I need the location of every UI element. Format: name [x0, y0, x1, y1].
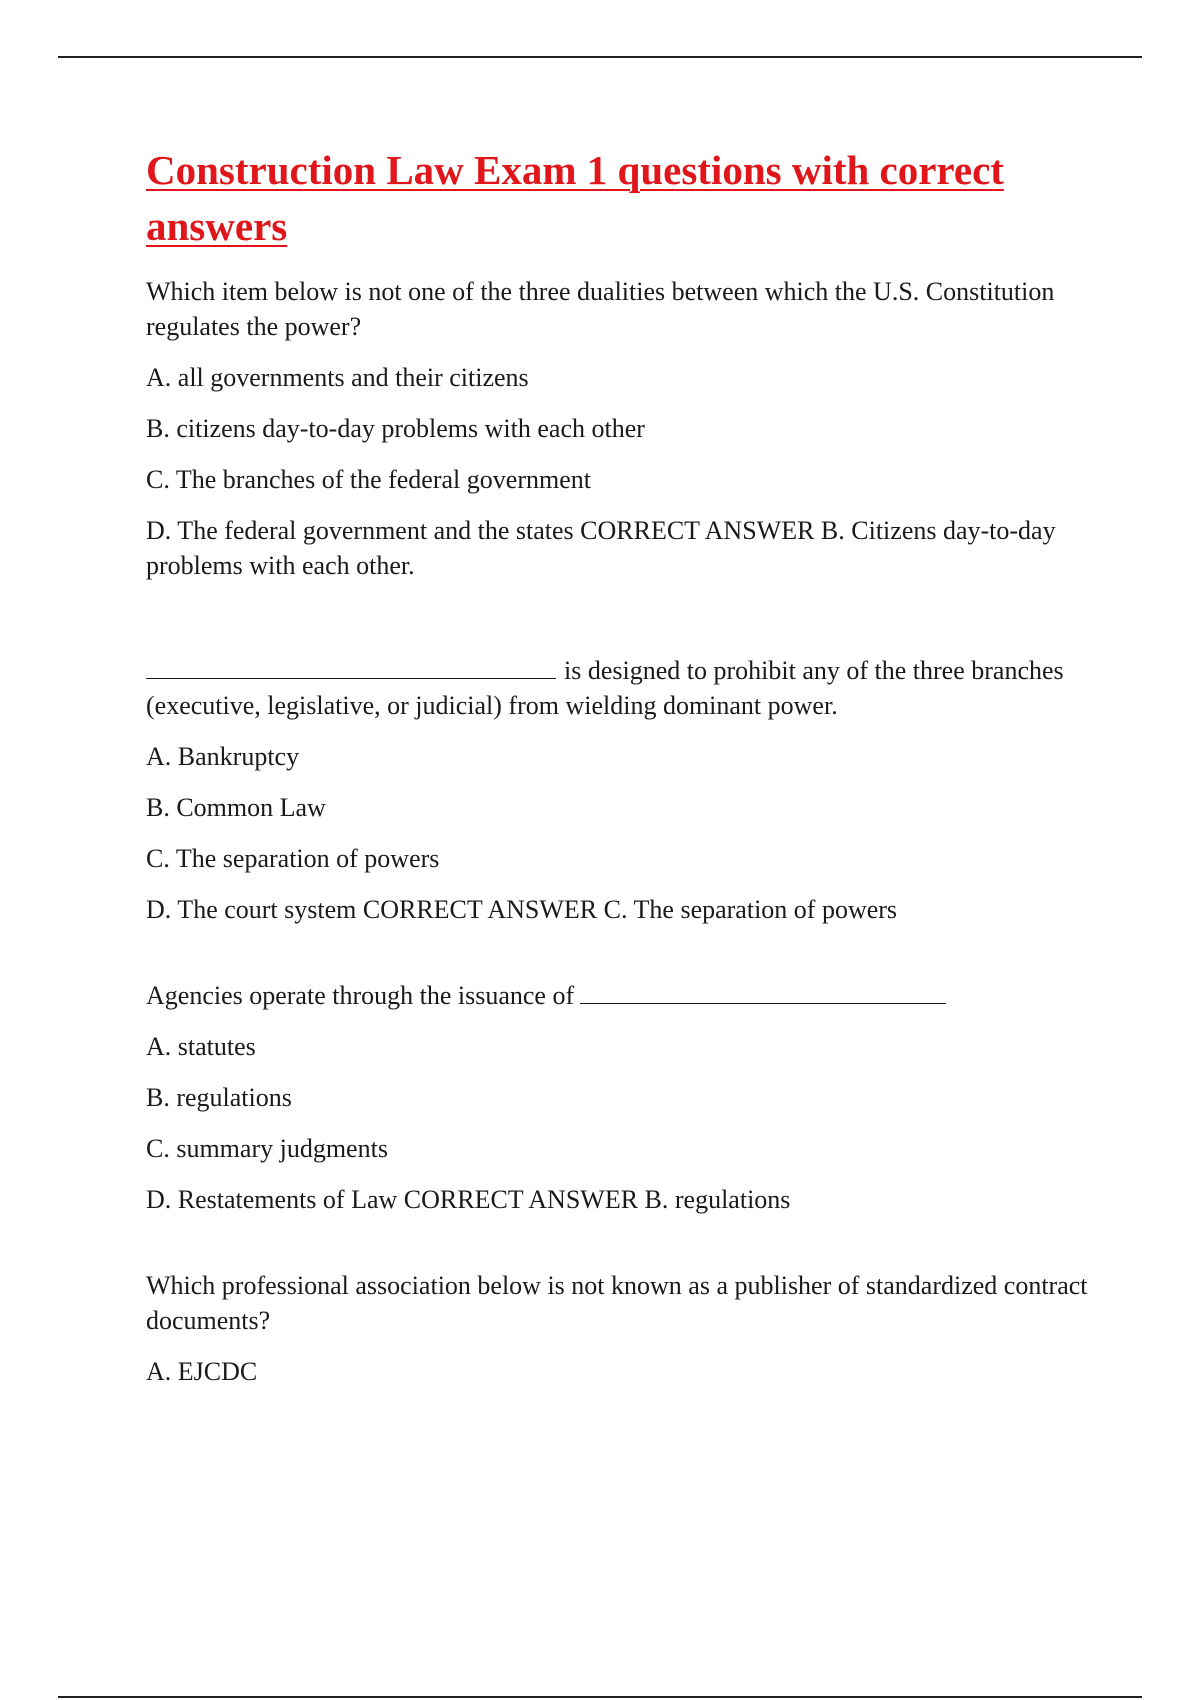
question-text-after-blank: is designed to prohibit any of the three branches (executive, legislative, or judicial) from wielding dominant power.: [146, 656, 1064, 720]
option-d-with-answer: D. The court system CORRECT ANSWER C. The separation of powers: [146, 895, 898, 924]
option-d-with-answer: D. The federal government and the states CORRECT ANSWER B. Citizens day-to-day problems with each other.: [146, 516, 1056, 580]
question-text: Which item below is not one of the three dualities between which the U.S. Constitution regulates the power?: [146, 277, 1055, 341]
top-rule: [58, 56, 1142, 58]
document-title: Construction Law Exam 1 questions with correct answers: [146, 147, 1004, 249]
fill-in-blank: [146, 654, 556, 679]
option-a: A. all governments and their citizens: [146, 363, 529, 392]
option-a: A. EJCDC: [146, 1357, 258, 1386]
option-c: C. summary judgments: [146, 1134, 388, 1163]
question-text: [146, 653, 1096, 723]
option-c: C. The branches of the federal government: [146, 465, 591, 494]
option-c: C. The separation of powers: [146, 844, 440, 873]
option-a: A. statutes: [146, 1032, 256, 1061]
bottom-rule: [58, 1696, 1142, 1698]
question-text-before-blank: Agencies operate through the issuance of: [146, 981, 575, 1010]
question-text: Which professional association below is not known as a publisher of standardized contract documents?: [146, 1271, 1088, 1335]
option-b: B. regulations: [146, 1083, 292, 1112]
option-d-with-answer: D. Restatements of Law CORRECT ANSWER B. regulations: [146, 1185, 791, 1214]
option-b: B. citizens day-to-day problems with each other: [146, 414, 645, 443]
question-2: [146, 653, 1096, 927]
fill-in-blank: [580, 979, 946, 1004]
question-text: [146, 978, 1096, 1013]
option-a: A. Bankruptcy: [146, 742, 300, 771]
question-1: [146, 274, 1096, 583]
option-b: B. Common Law: [146, 793, 326, 822]
question-3: [146, 978, 1096, 1217]
question-4: [146, 1268, 1096, 1389]
document-body: [146, 142, 1096, 1440]
